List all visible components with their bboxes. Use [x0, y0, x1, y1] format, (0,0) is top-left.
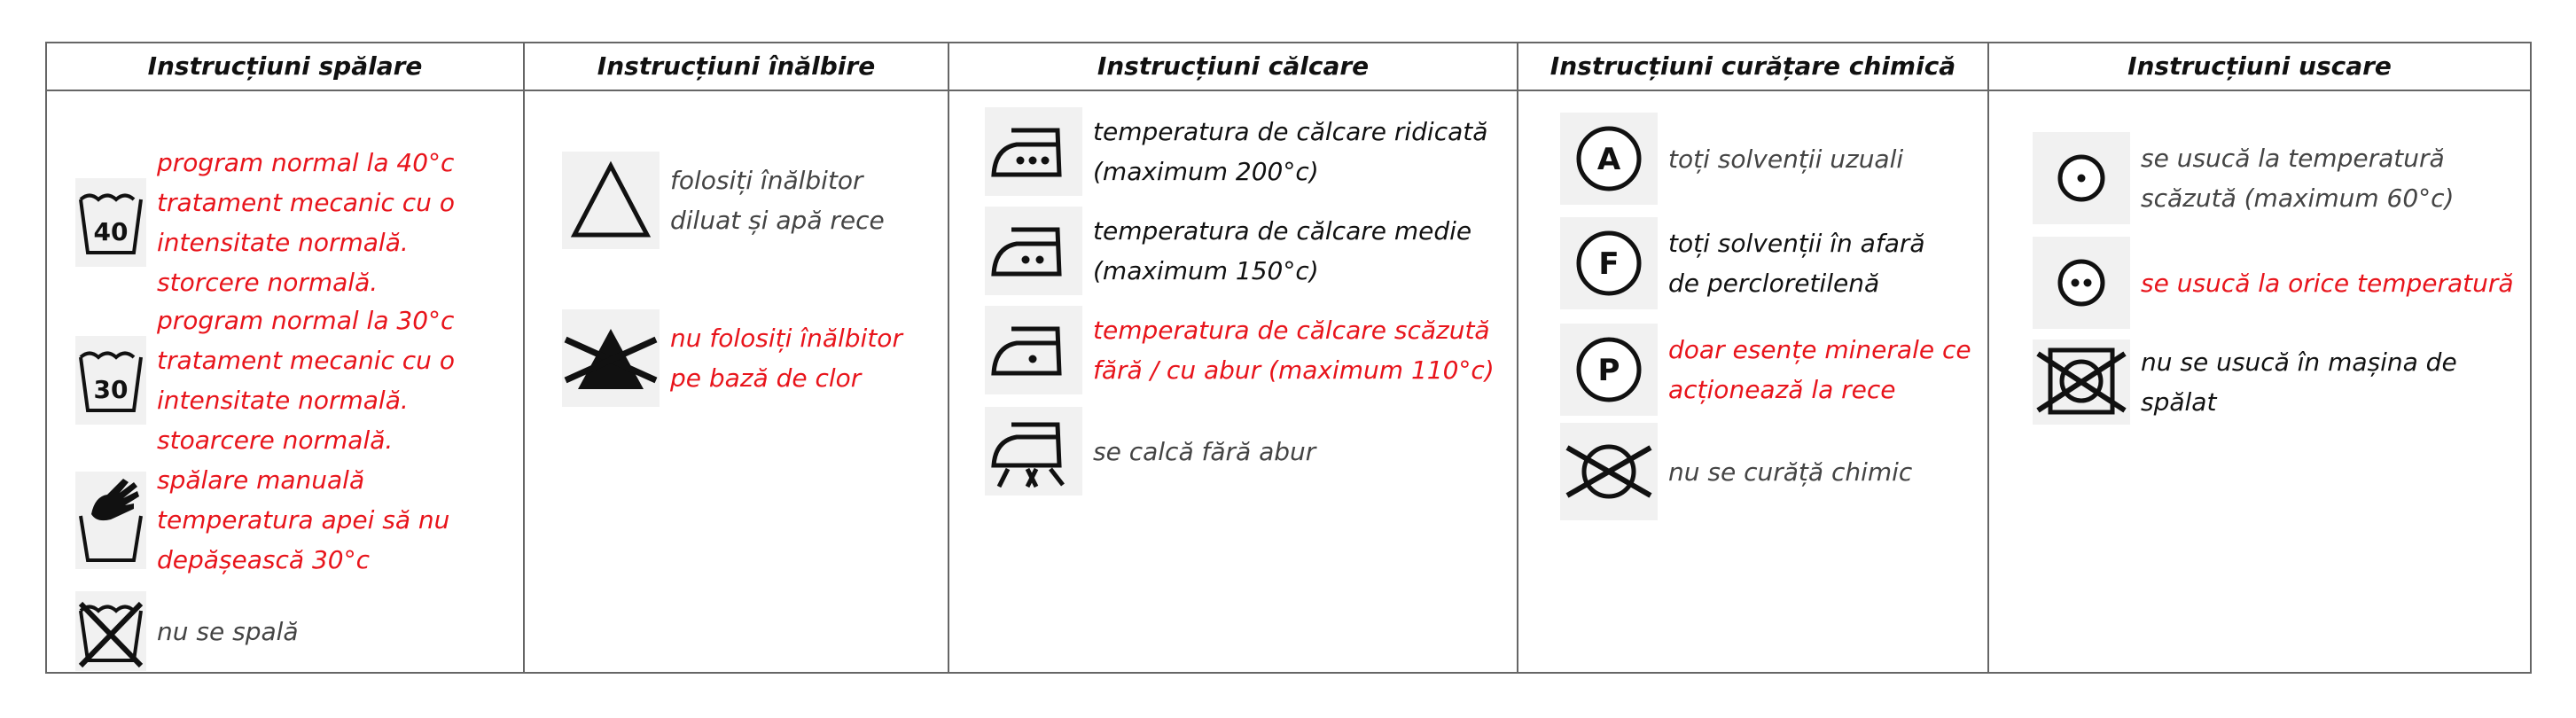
- header-ironing: Instrucțiuni călcare: [1097, 51, 1370, 81]
- column-divider: [523, 43, 525, 672]
- care-item: [75, 460, 449, 580]
- care-item: [985, 107, 1487, 196]
- item-text: temperatura de călcare ridicată (maximum 200°c): [1093, 117, 1488, 186]
- svg-text:30: 30: [93, 375, 129, 404]
- wash-40-icon: [75, 178, 146, 267]
- item-text: spălare manuală temperatura apei să nu depășească 30°c: [157, 465, 450, 574]
- wash-30-icon: [75, 336, 146, 425]
- dry-clean-p-icon: [1560, 324, 1658, 416]
- item-text: se calcă fără abur: [1093, 436, 1316, 466]
- column-divider: [948, 43, 949, 672]
- item-text: nu folosiți înălbitor pe bază de clor: [670, 324, 902, 393]
- dry-clean-a-icon: [1560, 113, 1658, 205]
- hand-wash-icon: [75, 472, 146, 569]
- care-item: [562, 309, 902, 407]
- item-text: nu se spală: [157, 616, 299, 646]
- svg-text:P: P: [1597, 353, 1620, 388]
- care-item: [562, 152, 885, 249]
- care-item: [75, 143, 455, 302]
- care-item: [985, 207, 1471, 295]
- care-item: [985, 407, 1315, 496]
- header-dry-cleaning: Instrucțiuni curățare chimică: [1550, 51, 1956, 81]
- item-text: toți solvenții uzuali: [1668, 144, 1904, 174]
- iron-medium-icon: [985, 207, 1082, 295]
- care-item: [75, 591, 299, 671]
- svg-text:A: A: [1596, 142, 1621, 177]
- iron-no-steam-icon: [985, 407, 1082, 496]
- header-bleaching: Instrucțiuni înălbire: [597, 51, 876, 81]
- care-item: [985, 306, 1495, 394]
- do-not-wash-icon: [75, 591, 146, 671]
- bleach-allowed-icon: [562, 152, 660, 249]
- header-washing: Instrucțiuni spălare: [147, 51, 423, 81]
- item-text: nu se curăță chimic: [1668, 457, 1913, 487]
- item-text: folosiți înălbitor diluat și apă rece: [670, 166, 885, 235]
- care-item: [2033, 237, 2514, 329]
- care-item: [1560, 423, 1912, 520]
- care-item: [1560, 113, 1903, 205]
- item-text: nu se usucă în mașina de spălat: [2141, 347, 2457, 417]
- care-item: [75, 300, 455, 460]
- item-text: se usucă la orice temperatură: [2141, 268, 2514, 298]
- item-text: program normal la 40°c tratament mecanic cu o intensitate normală. storcere normală.: [157, 148, 455, 297]
- item-text: se usucă la temperatură scăzută (maximum 60°c): [2141, 144, 2455, 213]
- care-item: [2033, 339, 2457, 425]
- iron-low-icon: [985, 306, 1082, 394]
- header-drying: Instrucțiuni uscare: [2127, 51, 2392, 81]
- dry-low-heat-icon: [2033, 132, 2130, 224]
- dry-clean-f-icon: [1560, 217, 1658, 309]
- item-text: program normal la 30°c tratament mecanic cu o intensitate normală. stoarcere normală.: [157, 306, 455, 455]
- care-item: [1560, 217, 1925, 309]
- do-not-dry-clean-icon: [1560, 423, 1658, 520]
- do-not-tumble-dry-icon: [2033, 339, 2130, 425]
- item-text: temperatura de călcare scăzută fără / cu abur (maximum 110°c): [1093, 316, 1495, 385]
- column-divider: [1987, 43, 1989, 672]
- item-text: doar esențe minerale ce acționează la rece: [1668, 335, 1971, 404]
- dry-any-heat-icon: [2033, 237, 2130, 329]
- iron-high-icon: [985, 107, 1082, 196]
- care-instructions-table: [45, 42, 2532, 674]
- svg-text:F: F: [1598, 246, 1620, 282]
- do-not-bleach-icon: [562, 309, 660, 407]
- item-text: toți solvenții în afară de percloretilenă: [1668, 229, 1925, 298]
- care-item: [2033, 132, 2454, 224]
- svg-text:40: 40: [93, 217, 129, 246]
- care-item: [1560, 324, 1971, 416]
- header-divider: [47, 90, 2530, 91]
- item-text: temperatura de călcare medie (maximum 150°c): [1093, 216, 1472, 285]
- column-divider: [1517, 43, 1518, 672]
